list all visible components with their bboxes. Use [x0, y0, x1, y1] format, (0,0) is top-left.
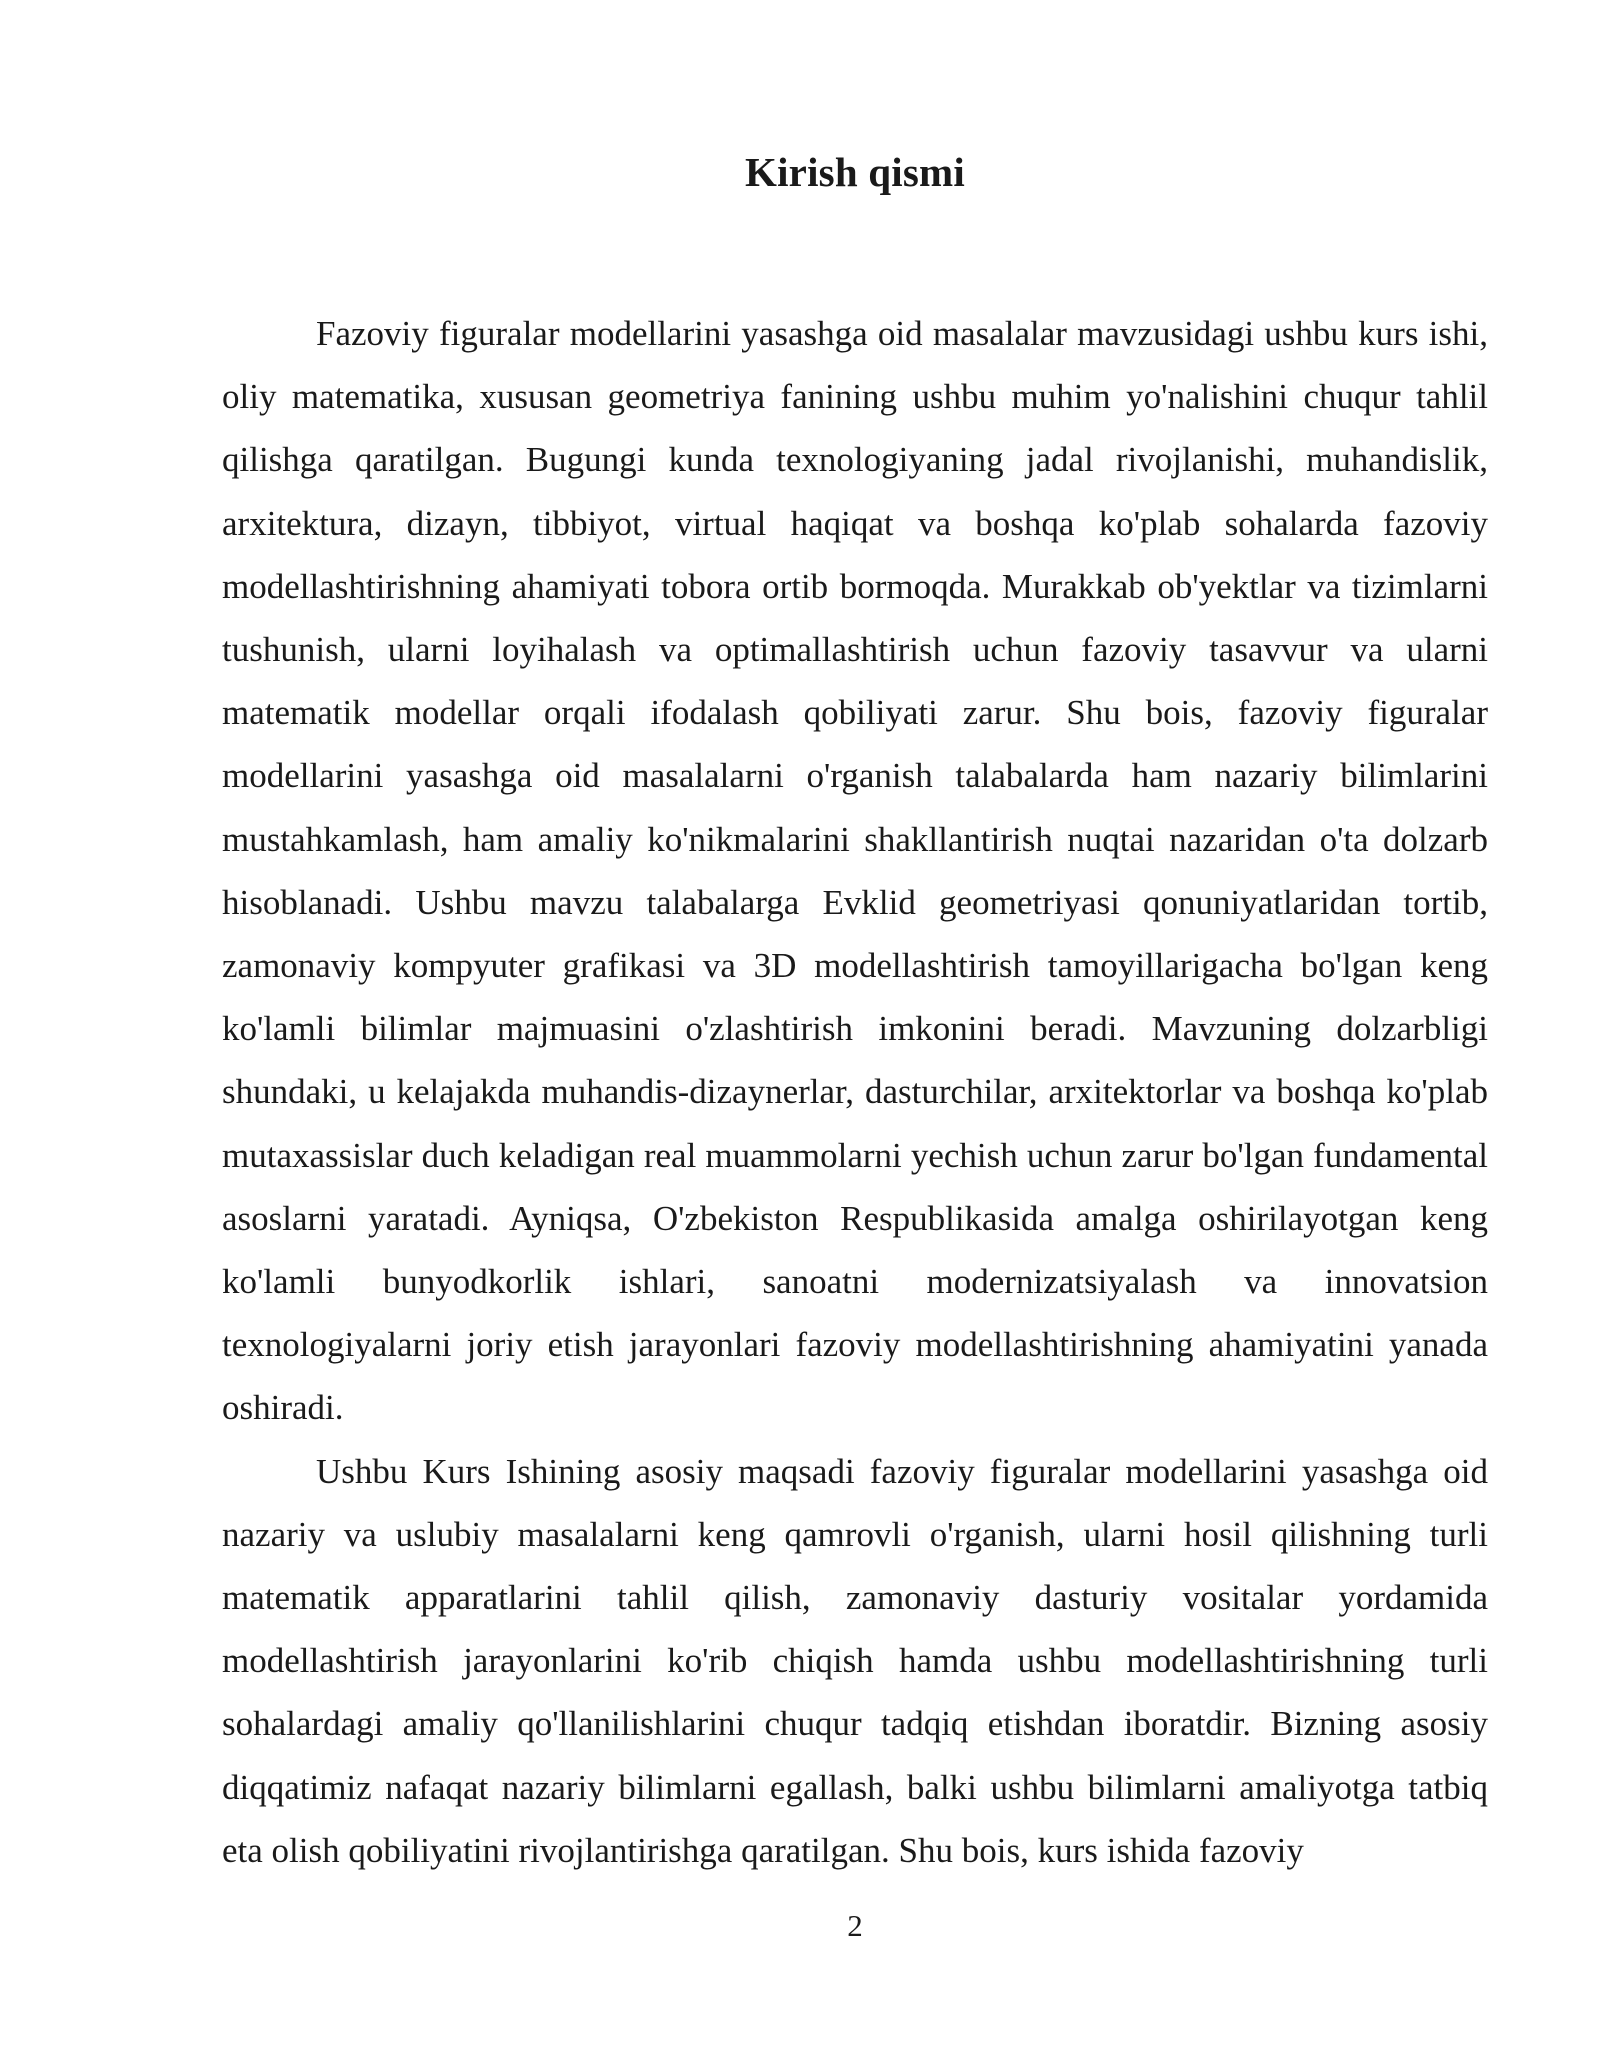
page-title: Kirish qismi — [745, 149, 965, 195]
body-text — [222, 302, 1488, 1882]
paragraph-2: Ushbu Kurs Ishining asosiy maqsadi fazoviy figuralar modellarini yasashga oid nazariy va uslubiy masalalarni keng qamrovli o'rganish, ularni hosil qilishning turli matematik apparatlarini tahlil qilish, zamonaviy dasturiy vositalar yordamida modellashtirish jarayonlarini ko'rib chiqish hamda ushbu modellashtirishning turli sohalardagi amaliy qo'llanilishlarini chuqur tadqiq etishdan iboratdir. Bizning asosiy diqqatimiz nafaqat nazariy bilimlarni egallash, balki ushbu bilimlarni amaliyotga tatbiq eta olish qobiliyatini rivojlantirishga qaratilgan. Shu bois, kurs ishida fazoviy — [222, 1451, 1488, 1870]
paragraph-1: Fazoviy figuralar modellarini yasashga oid masalalar mavzusidagi ushbu kurs ishi, oliy matematika, xususan geometriya fanining ushbu muhim yo'nalishini chuqur tahlil qilishga qaratilgan. Bugungi kunda texnologiyaning jadal rivojlanishi, muhandislik, arxitektura, dizayn, tibbiyot, virtual haqiqat va boshqa ko'plab sohalarda fazoviy modellashtirishning ahamiyati tobora ortib bormoqda. Murakkab ob'yektlar va tizimlarni tushunish, ularni loyihalash va optimallashtirish uchun fazoviy tasavvur va ularni matematik modellar orqali ifodalash qobiliyati zarur. Shu bois, fazoviy figuralar modellarini yasashga oid masalalarni o'rganish talabalarda ham nazariy bilimlarini mustahkamlash, ham amaliy ko'nikmalarini shakllantirish nuqtai nazaridan o'ta dolzarb hisoblanadi. Ushbu mavzu talabalarga Evklid geometriyasi qonuniyatlaridan tortib, zamonaviy kompyuter grafikasi va 3D modellashtirish tamoyillarigacha bo'lgan keng ko'lamli bilimlar majmuasini o'zlashtirish imkonini beradi. Mavzuning dolzarbligi shundaki, u kelajakda muhandis-dizaynerlar, dasturchilar, arxitektorlar va boshqa ko'plab mutaxassislar duch keladigan real muammolarni yechish uchun zarur bo'lgan fundamental asoslarni yaratadi. Ayniqsa, O'zbekiston Respublikasida amalga oshirilayotgan keng ko'lamli bunyodkorlik ishlari, sanoatni modernizatsiyalash va innovatsion texnologiyalarni joriy etish jarayonlari fazoviy modellashtirishning ahamiyatini yanada oshiradi. — [222, 314, 1488, 1428]
page-number: 2 — [847, 1908, 863, 1943]
